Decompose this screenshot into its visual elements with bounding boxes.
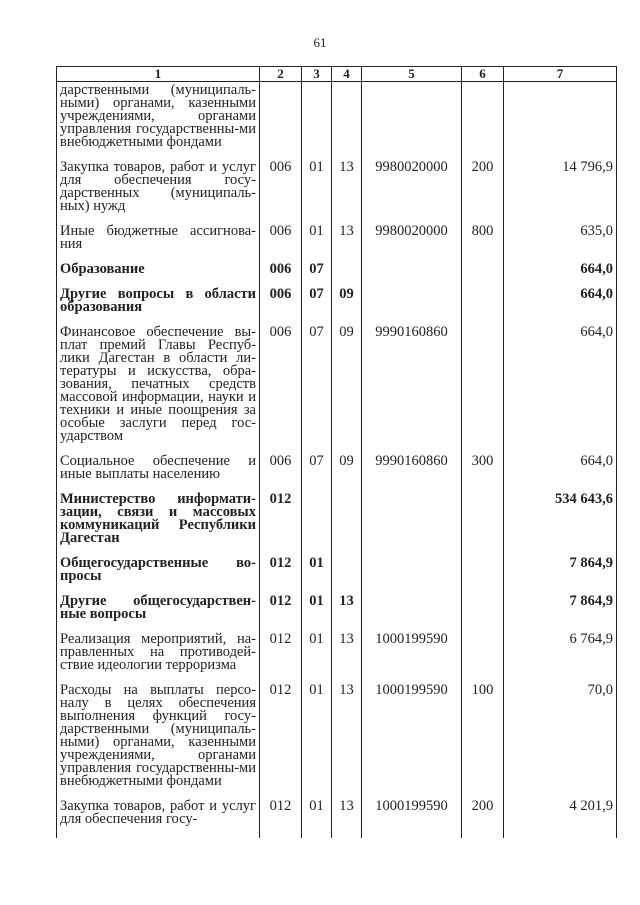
- row-target-item: [362, 288, 462, 326]
- header-col-3: 3: [302, 67, 332, 82]
- row-subsection: [332, 557, 362, 595]
- row-subsection: 09: [332, 455, 362, 493]
- row-section: 01: [302, 225, 332, 263]
- row-subsection: 13: [332, 161, 362, 225]
- row-amount: 70,0: [504, 684, 617, 800]
- row-target-item: 1000199590: [362, 633, 462, 684]
- table-row: [57, 455, 617, 493]
- row-amount: 7 864,9: [504, 595, 617, 633]
- row-name: Иные бюджетные ассигнова-ния: [57, 225, 260, 263]
- row-subsection: 13: [332, 225, 362, 263]
- table-body: [57, 82, 617, 839]
- row-admin-code: 012: [260, 493, 302, 557]
- row-admin-code: 012: [260, 595, 302, 633]
- row-expense-type: [462, 263, 504, 288]
- row-name: Закупка товаров, работ и услуг для обеспечения госу-дарственных (муниципаль-ных) нужд: [57, 161, 260, 225]
- row-admin-code: 006: [260, 455, 302, 493]
- table-row: [57, 161, 617, 225]
- row-expense-type: 100: [462, 684, 504, 800]
- header-row: [57, 67, 617, 82]
- row-admin-code: 012: [260, 684, 302, 800]
- header-col-6: 6: [462, 67, 504, 82]
- row-amount: [504, 82, 617, 162]
- row-section: 07: [302, 455, 332, 493]
- table-row: [57, 684, 617, 800]
- row-name: Образование: [57, 263, 260, 288]
- row-amount: 664,0: [504, 455, 617, 493]
- row-expense-type: [462, 326, 504, 455]
- row-subsection: 09: [332, 288, 362, 326]
- table-row: [57, 800, 617, 838]
- header-col-5: 5: [362, 67, 462, 82]
- row-target-item: 1000199590: [362, 800, 462, 838]
- row-amount: 14 796,9: [504, 161, 617, 225]
- row-expense-type: [462, 595, 504, 633]
- row-section: 01: [302, 595, 332, 633]
- row-name: Финансовое обеспечение вы-плат премий Главы Респуб-лики Дагестан в области ли-тературы и искусства, обра-зования, печатных средств массовой информации, науки и техники и иные поощрения за особые заслуги перед гос-ударством: [57, 326, 260, 455]
- row-expense-type: 800: [462, 225, 504, 263]
- row-amount: 6 764,9: [504, 633, 617, 684]
- row-section: [302, 82, 332, 162]
- row-subsection: [332, 493, 362, 557]
- header-col-1: 1: [57, 67, 260, 82]
- table-row: [57, 595, 617, 633]
- row-target-item: [362, 493, 462, 557]
- row-expense-type: [462, 288, 504, 326]
- table-row: [57, 225, 617, 263]
- table-row: [57, 633, 617, 684]
- table-row: [57, 326, 617, 455]
- row-amount: 4 201,9: [504, 800, 617, 838]
- row-amount: 664,0: [504, 326, 617, 455]
- row-name: Другие вопросы в области образования: [57, 288, 260, 326]
- row-target-item: 9980020000: [362, 225, 462, 263]
- page-number: 61: [313, 35, 327, 50]
- row-name: дарственными (муниципаль-ными) органами, казенными учреждениями, органами управления государственны-ми внебюджетными фондами: [57, 82, 260, 162]
- row-admin-code: 006: [260, 326, 302, 455]
- row-admin-code: 012: [260, 633, 302, 684]
- row-expense-type: [462, 557, 504, 595]
- row-target-item: 9990160860: [362, 326, 462, 455]
- row-name: Другие общегосударствен-ные вопросы: [57, 595, 260, 633]
- row-amount: 664,0: [504, 288, 617, 326]
- row-expense-type: 300: [462, 455, 504, 493]
- row-expense-type: 200: [462, 161, 504, 225]
- row-subsection: 09: [332, 326, 362, 455]
- row-subsection: 13: [332, 800, 362, 838]
- row-section: 07: [302, 288, 332, 326]
- row-admin-code: [260, 82, 302, 162]
- row-amount: 7 864,9: [504, 557, 617, 595]
- row-expense-type: [462, 82, 504, 162]
- row-subsection: 13: [332, 684, 362, 800]
- row-expense-type: [462, 633, 504, 684]
- row-target-item: [362, 595, 462, 633]
- header-col-4: 4: [332, 67, 362, 82]
- table-row: [57, 263, 617, 288]
- row-section: [302, 493, 332, 557]
- row-section: 01: [302, 800, 332, 838]
- row-admin-code: 012: [260, 557, 302, 595]
- row-subsection: 13: [332, 595, 362, 633]
- row-amount: 664,0: [504, 263, 617, 288]
- table-row: [57, 82, 617, 162]
- table-row: [57, 493, 617, 557]
- row-target-item: [362, 557, 462, 595]
- row-section: 01: [302, 557, 332, 595]
- row-section: 01: [302, 684, 332, 800]
- row-name: Закупка товаров, работ и услуг для обеспечения госу-: [57, 800, 260, 838]
- row-amount: 534 643,6: [504, 493, 617, 557]
- row-admin-code: 012: [260, 800, 302, 838]
- row-target-item: [362, 263, 462, 288]
- row-expense-type: [462, 493, 504, 557]
- row-admin-code: 006: [260, 263, 302, 288]
- row-section: 07: [302, 326, 332, 455]
- row-subsection: [332, 263, 362, 288]
- row-section: 07: [302, 263, 332, 288]
- header-col-2: 2: [260, 67, 302, 82]
- row-name: Общегосударственные во-просы: [57, 557, 260, 595]
- row-name: Расходы на выплаты персо-налу в целях обеспечения выполнения функций госу-дарственными (муниципаль-ными) органами, казенными учреждениями, органами управления государственны-ми внебюджетными фондами: [57, 684, 260, 800]
- row-section: 01: [302, 633, 332, 684]
- row-target-item: 1000199590: [362, 684, 462, 800]
- header-col-7: 7: [504, 67, 617, 82]
- row-target-item: [362, 82, 462, 162]
- row-subsection: 13: [332, 633, 362, 684]
- table-row: [57, 557, 617, 595]
- row-name: Министерство информати-зации, связи и массовых коммуникаций Республики Дагестан: [57, 493, 260, 557]
- row-admin-code: 006: [260, 288, 302, 326]
- row-name: Социальное обеспечение и иные выплаты населению: [57, 455, 260, 493]
- row-admin-code: 006: [260, 225, 302, 263]
- table-row: [57, 288, 617, 326]
- row-name: Реализация мероприятий, на-правленных на противодей-ствие идеологии терроризма: [57, 633, 260, 684]
- row-target-item: 9990160860: [362, 455, 462, 493]
- row-section: 01: [302, 161, 332, 225]
- row-amount: 635,0: [504, 225, 617, 263]
- row-admin-code: 006: [260, 161, 302, 225]
- row-subsection: [332, 82, 362, 162]
- row-target-item: 9980020000: [362, 161, 462, 225]
- budget-table: [56, 66, 617, 838]
- row-expense-type: 200: [462, 800, 504, 838]
